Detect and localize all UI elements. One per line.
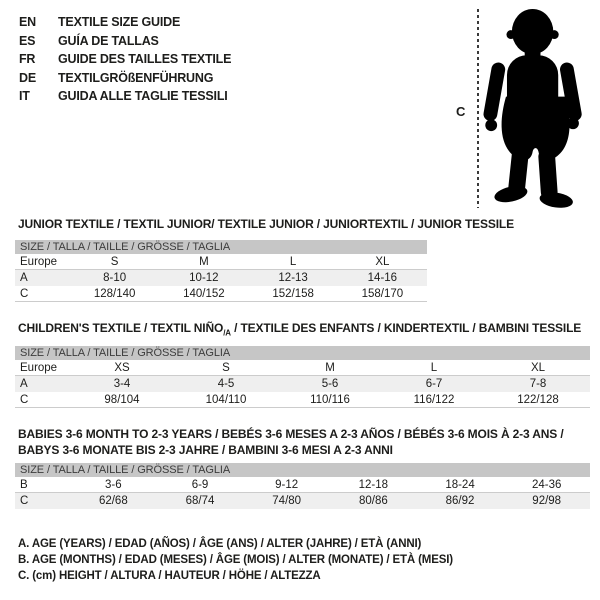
size-table-junior [15, 240, 427, 302]
row-label: A [20, 272, 28, 284]
cell: 14-16 [367, 272, 398, 284]
cell: 8-10 [103, 272, 127, 284]
cell: S [222, 361, 230, 374]
height-measure-label: C [456, 104, 466, 119]
cell: 24-36 [531, 478, 562, 491]
language-title: TEXTILGRÖßENFÜHRUNG [58, 70, 214, 85]
baby-silhouette-icon [480, 6, 598, 208]
cell: 92/98 [532, 495, 562, 507]
language-title: GUIDA ALLE TAGLIE TESSILI [58, 89, 228, 104]
row-label: Europe [20, 255, 58, 268]
row-label: Europe [20, 361, 58, 374]
cell: 68/74 [185, 495, 215, 507]
cell: M [199, 255, 209, 268]
footnote-c: C. (cm) HEIGHT / ALTURA / HAUTEUR / HÖHE / ALTEZZA [18, 570, 321, 582]
language-row [19, 50, 231, 69]
language-code: IT [19, 89, 30, 104]
title-line: BABIES 3-6 MONTH TO 2-3 YEARS / BEBÉS 3-6 MESES A 2-3 AÑOS / BÉBÉS 3-6 MOIS À 2-3 ANS / [18, 427, 564, 441]
size-table-children [15, 346, 590, 408]
cell: 128/140 [93, 287, 136, 300]
row-label: C [20, 495, 29, 507]
language-row [19, 32, 231, 51]
section-title-babies [18, 426, 564, 458]
section-title-junior: JUNIOR TEXTILE / TEXTIL JUNIOR/ TEXTILE JUNIOR / JUNIORTEXTIL / JUNIOR TESSILE [18, 217, 514, 231]
row-label: A [20, 378, 28, 390]
cell: XL [530, 361, 546, 374]
cell: 116/122 [413, 393, 455, 406]
title-text: CHILDREN'S TEXTILE / TEXTIL NIÑO [18, 321, 224, 335]
cell: 6-9 [191, 478, 209, 491]
cell: 12-18 [358, 478, 389, 491]
cell: 7-8 [529, 378, 547, 390]
cell: S [110, 255, 119, 268]
cell: 5-6 [321, 378, 339, 390]
size-header-bar: SIZE / TALLA / TAILLE / GRÖSSE / TAGLIA [15, 463, 590, 477]
cell: 122/128 [517, 393, 559, 406]
language-title: TEXTILE SIZE GUIDE [58, 15, 181, 30]
cell: 3-6 [105, 478, 122, 491]
row-label: C [20, 287, 29, 300]
size-header-bar: SIZE / TALLA / TAILLE / GRÖSSE / TAGLIA [15, 240, 427, 254]
section-title-children [18, 320, 581, 341]
title-subscript: /A [223, 328, 231, 338]
language-row [19, 87, 231, 106]
row-label: B [20, 478, 28, 491]
height-measure-dashed-line [477, 9, 479, 208]
cell: 12-13 [278, 272, 308, 284]
table-row [15, 392, 590, 408]
language-code: EN [19, 15, 36, 30]
footnote-legend [18, 536, 453, 584]
cell: 104/110 [205, 393, 247, 406]
cell: 152/158 [272, 287, 314, 300]
cell: XL [375, 255, 390, 268]
cell: 3-4 [113, 378, 131, 390]
table-row [15, 254, 427, 270]
cell: 18-24 [445, 478, 475, 491]
language-code: DE [19, 70, 36, 85]
cell: 9-12 [275, 478, 299, 491]
cell: 158/170 [361, 287, 404, 300]
language-title-list [19, 13, 231, 106]
cell: L [430, 361, 438, 374]
language-title: GUÍA DE TALLAS [58, 33, 159, 48]
cell: 74/80 [272, 495, 302, 507]
footnote-b: B. AGE (MONTHS) / EDAD (MESES) / ÂGE (MOIS) / ALTER (MONATE) / ETÀ (MESI) [18, 554, 453, 566]
cell: 86/92 [445, 495, 475, 507]
table-row [15, 270, 427, 286]
table-row [15, 477, 590, 493]
table-row [15, 376, 590, 392]
cell: M [325, 361, 335, 374]
footnote-a: A. AGE (YEARS) / EDAD (AÑOS) / ÂGE (ANS) / ALTER (JAHRE) / ETÀ (ANNI) [18, 538, 422, 550]
table-row [15, 286, 427, 302]
language-title: GUIDE DES TAILLES TEXTILE [58, 52, 232, 67]
title-line: BABYS 3-6 MONATE BIS 2-3 JAHRE / BAMBINI 3-6 MESI A 2-3 ANNI [18, 443, 393, 457]
table-row [15, 360, 590, 376]
cell: 98/104 [104, 393, 140, 406]
cell: XS [114, 361, 130, 374]
cell: 4-5 [217, 378, 235, 390]
table-row [15, 493, 590, 509]
title-text: / TEXTILE DES ENFANTS / KINDERTEXTIL / BAMBINI TESSILE [230, 321, 582, 335]
cell: 140/152 [183, 287, 225, 300]
cell: 110/116 [310, 393, 350, 406]
cell: 10-12 [189, 272, 219, 284]
language-row [19, 13, 231, 32]
language-row [19, 69, 231, 88]
cell: 6-7 [425, 378, 443, 390]
cell: L [289, 255, 297, 268]
size-table-babies [15, 463, 590, 509]
language-code: FR [19, 52, 36, 67]
row-label: C [20, 393, 29, 406]
cell: 62/68 [98, 495, 128, 507]
size-header-bar: SIZE / TALLA / TAILLE / GRÖSSE / TAGLIA [15, 346, 590, 360]
cell: 80/86 [358, 495, 388, 507]
language-code: ES [19, 33, 36, 48]
